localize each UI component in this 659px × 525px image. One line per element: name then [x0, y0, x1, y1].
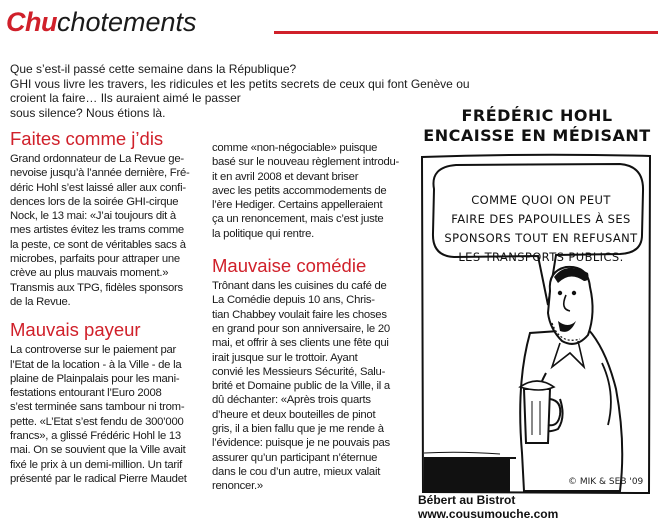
body-line: francs», a glissé Frédéric Hohl le 13 — [10, 430, 181, 443]
speech-bubble-text — [428, 191, 654, 267]
body-line: dans le cou d’un autre, mieux valait — [212, 465, 381, 478]
body-line: brité et Domaine public de la Ville, il a — [212, 380, 390, 393]
intro-paragraph — [10, 62, 470, 120]
body-line: l’ère Hediger. Certains appelleraient — [212, 199, 383, 212]
column-middle — [212, 141, 412, 494]
body-line: de la Revue. — [10, 295, 71, 308]
body-line: mes artistes évitez les trams comme — [10, 224, 184, 237]
article-heading-faites: Faites comme j’dis — [10, 128, 164, 149]
body-line: présenté par le radical Pierre Maudet — [10, 472, 187, 485]
body-line: it en avril 2008 et devant briser — [212, 170, 359, 183]
body-line: crève au plus mauvais moment.» — [10, 267, 169, 280]
spacer — [212, 241, 412, 255]
body-line: assurer qu’un participant n’éternue — [212, 451, 378, 464]
cartoon-title-line1: FRÉDÉRIC HOHL — [461, 106, 613, 125]
article-heading-payeur: Mauvais payeur — [10, 319, 141, 341]
body-line: mai, et offrir à ses clients une fête qui — [212, 337, 389, 350]
body-line: fixé le prix à un demi-million. Un tarif — [10, 458, 183, 471]
speech-line: LES TRANSPORTS PUBLICS. — [458, 250, 624, 264]
body-line: la politique qui rentre. — [212, 227, 315, 240]
body-line: d’heure et deux bouteilles de pinot — [212, 408, 376, 421]
body-line: déric Hohl s’est laissé aller aux confi- — [10, 181, 186, 194]
speech-line: SPONSORS TOUT EN REFUSANT — [444, 231, 638, 245]
body-line: nevoise jusqu’à l’année dernière, Fré- — [10, 167, 190, 180]
artist-signature: © MIK & SEB '09 — [568, 477, 644, 487]
body-line: comme «non-négociable» puisque — [212, 142, 378, 154]
body-line: renoncer.» — [212, 480, 263, 493]
body-line: irait jusque sur le trottoir. Ayant — [212, 351, 358, 364]
body-line: dû déchanter: «Après trois quarts — [212, 394, 371, 407]
cartoon-title-line2: ENCAISSE EN MÉDISANT — [423, 126, 651, 145]
intro-line: GHI vous livre les travers, les ridicules et les petits secrets de ceux qui font Genève ou — [10, 76, 470, 91]
credit-url: www.cousumouche.com — [418, 507, 559, 521]
body-line: Grand ordonnateur de La Revue ge- — [10, 153, 184, 165]
article-heading-comedie: Mauvaise comédie — [212, 255, 367, 277]
intro-line: sous silence? Nous étions là. — [10, 105, 166, 120]
body-line: la peste, ce sont de véritables sacs à — [10, 238, 186, 251]
body-line: microbes, parfaits pour attraper une — [10, 253, 180, 266]
body-line: dences lors de la soirée GHI-cirque — [10, 195, 179, 208]
body-line: plaine de Plainpalais pour les mani- — [10, 372, 180, 385]
body-line: tian Chabbey voulait faire les choses — [212, 308, 387, 321]
masthead — [6, 6, 658, 40]
column-logo — [6, 6, 197, 38]
body-line: ça un renoncement, mais c’est juste — [212, 213, 384, 226]
body-line: Trônant dans les cuisines du café de — [212, 280, 387, 293]
body-line: l’évidence: puisque je ne pouvais pas — [212, 437, 390, 450]
masthead-rule — [274, 31, 658, 34]
body-line: La Comédie depuis 10 ans, Chris- — [212, 294, 375, 307]
column-left — [10, 128, 206, 486]
body-line: s’est terminée sans tambour ni trom- — [10, 401, 185, 414]
body-line: La controverse sur le paiement par — [10, 344, 177, 357]
body-line: basé sur le nouveau règlement introdu- — [212, 156, 400, 169]
body-line: festations entourant l’Euro 2008 — [10, 387, 162, 400]
speech-line: COMME QUOI ON PEUT — [471, 193, 611, 207]
cartoon — [418, 95, 656, 495]
logo-part-red: Chu — [6, 7, 57, 37]
spacer — [10, 309, 206, 319]
body-line: mai. On se souvient que la Ville avait — [10, 444, 186, 457]
body-line: pette. «L’Etat s’est fendu de 300’000 — [10, 415, 184, 428]
body-line: avec les petits accommodements de — [212, 184, 387, 197]
body-line: en grand pour son anniversaire, le 20 — [212, 322, 390, 335]
body-line: Transmis aux TPG, fidèles sponsors — [10, 281, 183, 294]
body-line: Nock, le 13 mai: «J’ai toujours dit à — [10, 210, 176, 223]
intro-line: croient la faire… Ils auraient aimé le passer — [10, 91, 241, 106]
body-line: convié les Messieurs Sécurité, Salu- — [212, 365, 386, 378]
logo-part-black: chotements — [56, 7, 197, 37]
credit-title: Bébert au Bistrot — [418, 493, 516, 507]
body-line: gris, il a bien fallu que je me rende à — [212, 423, 384, 436]
body-line: l’Etat de la location - à la Ville - de la — [10, 358, 182, 371]
intro-line: Que s’est-il passé cette semaine dans la République? — [10, 62, 297, 76]
speech-line: FAIRE DES PAPOUILLES À SES — [451, 212, 631, 226]
cartoon-credit — [418, 493, 558, 521]
